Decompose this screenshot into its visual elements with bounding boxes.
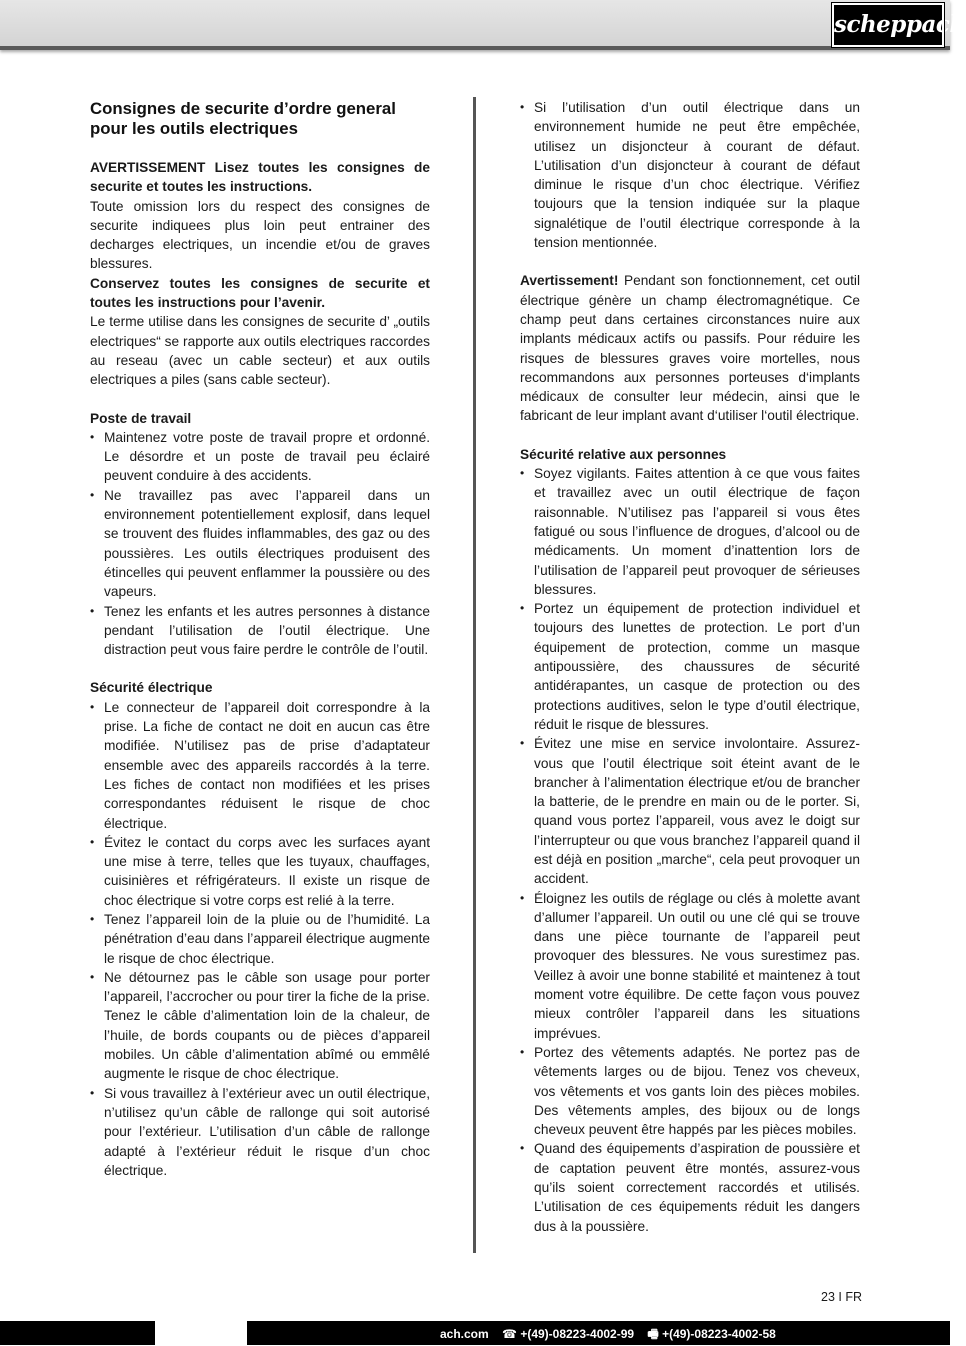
emf-warning bbox=[520, 271, 860, 425]
list-item: • Tenez les enfants et les autres personnes à distance pendant l’utilisation de l’outil électrique. Une distraction peut vous faire perdre le contrôle de l’outil. bbox=[90, 602, 430, 660]
list-item: • Évitez une mise en service involontaire. Assurez-vous que l’outil électrique soit éteint avant de le brancher à l’alimentation électrique et/ou de brancher la batterie, de le prendre en main ou de le porter. Si, quand vous portez l’appareil, vous avez le doigt sur l’interrupteur ou que vous branchez l’appareil quand il est déjà en position „marche“, cela peut provoquer un accident. bbox=[520, 734, 860, 888]
electrical-list bbox=[90, 698, 430, 1180]
footer-phone: ☎ +(49)-08223-4002-99 bbox=[502, 1327, 635, 1341]
workplace-list bbox=[90, 428, 430, 660]
brand-logo: scheppach bbox=[832, 3, 944, 47]
list-item: • Évitez le contact du corps avec les surfaces ayant une mise à terre, telles que les tuyaux, chauffages, cuisinières et réfrigérateurs. Il existe un risque de choc électrique si votre corps est relié à la terre. bbox=[90, 833, 430, 910]
column-divider bbox=[473, 97, 476, 1253]
left-column bbox=[90, 98, 430, 1180]
header-bar bbox=[0, 0, 966, 50]
list-item: • Maintenez votre poste de travail propre et ordonné. Le désordre et un poste de travail peu éclairé peuvent conduire à des accidents. bbox=[90, 428, 430, 486]
section-heading-electrical: Sécurité électrique bbox=[90, 680, 213, 696]
list-item: • Éloignez les outils de réglage ou clés à molette avant d’allumer l’appareil. Un outil ou une clé qui se trouve dans une pièce tournante de l’appareil peut provoquer des blessures. Ne vous surestimez pas. Veillez à avoir une bonne stabilité et maintenez à tout moment votre équilibre. De cette façon vous pouvez mieux contrôler l’appareil dans les situations imprévues. bbox=[520, 889, 860, 1043]
list-item: • Portez un équipement de protection individuel et toujours des lunettes de protection. Le port d’un équipement de protection, comme un masque antipoussière, des chaussures de sécurité antidérapantes, un casque de protection ou des protections auditives, selon le type d’outil électrique, réduit le risque de blessures. bbox=[520, 599, 860, 734]
list-item: • Soyez vigilants. Faites attention à ce que vous faites et travaillez avec un outil électrique de façon raisonnable. N’utilisez pas l’appareil si vous êtes fatigué ou sous l’influence de drogues, d’alcool ou de médicaments. Un moment d’inattention lors de l’utilisation de l’appareil peut provoquer de sérieuses blessures. bbox=[520, 464, 860, 599]
section-heading-workplace: Poste de travail bbox=[90, 410, 192, 426]
list-item: • Tenez l’appareil loin de la pluie ou de l’humidité. La pénétration d’eau dans l’appareil électrique augmente le risque de choc électrique. bbox=[90, 910, 430, 968]
definition-text: Le terme utilise dans les consignes de securite d’ „outils electriques“ se rapporte aux outils electriques raccordes au reseau (avec un cable secteur) et aux outils electriques a piles (sans cable secteur). bbox=[90, 314, 430, 388]
footer-fax: 🖷 +(49)-08223-4002-58 bbox=[647, 1327, 776, 1341]
page-title: Consignes de securite d’ordre general pour les outils electriques bbox=[90, 99, 396, 138]
persons-list bbox=[520, 464, 860, 1236]
emf-warning-text: Pendant son fonctionnement, cet outil électrique génère un champ électromagnétique. Ce champ peut dans certaines circonstances nuire aux implants médicaux actifs ou passifs. Pour réduire les risques de blessures graves voire mortelles, nous recommandons aux personnes porteuses d‘implants médicaux de consulter leur médecin, ainsi que le fabricant de leur implant avant d‘utiliser l‘outil électrique. bbox=[520, 273, 860, 424]
page-number: 23 I FR bbox=[821, 1290, 862, 1304]
footer-bar bbox=[0, 1321, 950, 1345]
list-item: • Portez des vêtements adaptés. Ne portez pas de vêtements larges ou de bijou. Tenez vos cheveux, vos vêtements et vos gants loin des pièces mobiles. Des vêtements amples, des bijoux ou de longs cheveux peuvent être happés par les pièces mobiles. bbox=[520, 1043, 860, 1139]
right-column bbox=[520, 98, 860, 1236]
list-item: • Si vous travaillez à l’extérieur avec un outil électrique, n’utilisez qu’un câble de rallonge qui soit autorisé pour l’extérieur. L’utilisation d’un câble de rallonge adapté à l’extérieur réduit le risque d’un choc électrique. bbox=[90, 1084, 430, 1180]
footer-website: ach.com bbox=[440, 1327, 489, 1341]
footer-contact bbox=[440, 1325, 786, 1346]
list-item: • Ne détournez pas le câble son usage pour porter l’appareil, l’accrocher ou pour tirer la fiche de la prise. Tenez le câble d’alimentation loin de la chaleur, de l’huile, de bords coupants ou de pièces d’appareil mobiles. Un câble d’alimentation abîmé ou emmêlé augmente le risque de choc électrique. bbox=[90, 968, 430, 1084]
emf-warning-label: Avertissement! bbox=[520, 273, 619, 289]
wet-environment-list bbox=[520, 98, 860, 252]
list-item: • Ne travaillez pas avec l’appareil dans un environnement potentiellement explosif, dans lequel se trouvent des fluides inflammables, des gaz ou des poussières. Les outils électriques produisent des étincelles qui peuvent enflammer la poussière ou des vapeurs. bbox=[90, 486, 430, 602]
keep-instructions: Conservez toutes les consignes de securite et toutes les instructions pour l’avenir. bbox=[90, 275, 430, 311]
list-item: • Si l’utilisation d’un outil électrique dans un environnement humide ne peut être empêchée, utilisez un disjoncteur à courant de défaut. L’utilisation d’un disjoncteur à courant de défaut diminue le risque d’un choc électrique. Vérifiez toujours que la tension indiquée sur la plaque signalétique de l’outil électrique corresponde à la tension mentionnée. bbox=[520, 98, 860, 252]
warning-text: Toute omission lors du respect des consignes de securite indiquees plus loin peut entrainer des decharges electriques, un incendie et/ou de graves blessures. bbox=[90, 198, 430, 272]
list-item: • Quand des équipements d’aspiration de poussière et de captation peuvent être montés, assurez-vous qu’ils soient correctement raccordés et utilisés. L’utilisation de ces équipements réduit les dangers dus à la poussière. bbox=[520, 1139, 860, 1235]
footer-white-block bbox=[155, 1321, 247, 1345]
warning-heading: AVERTISSEMENT Lisez toutes les consignes de securite et toutes les instructions. bbox=[90, 160, 430, 195]
section-heading-persons: Sécurité relative aux personnes bbox=[520, 446, 727, 462]
list-item: • Le connecteur de l’appareil doit correspondre à la prise. La fiche de contact ne doit en aucun cas être modifiée. N’utilisez pas de prise d’adaptateur ensemble avec des appareils raccordés à la terre. Les fiches de contact non modifiées et les prises correspondantes réduisent le risque de choc électrique. bbox=[90, 698, 430, 833]
